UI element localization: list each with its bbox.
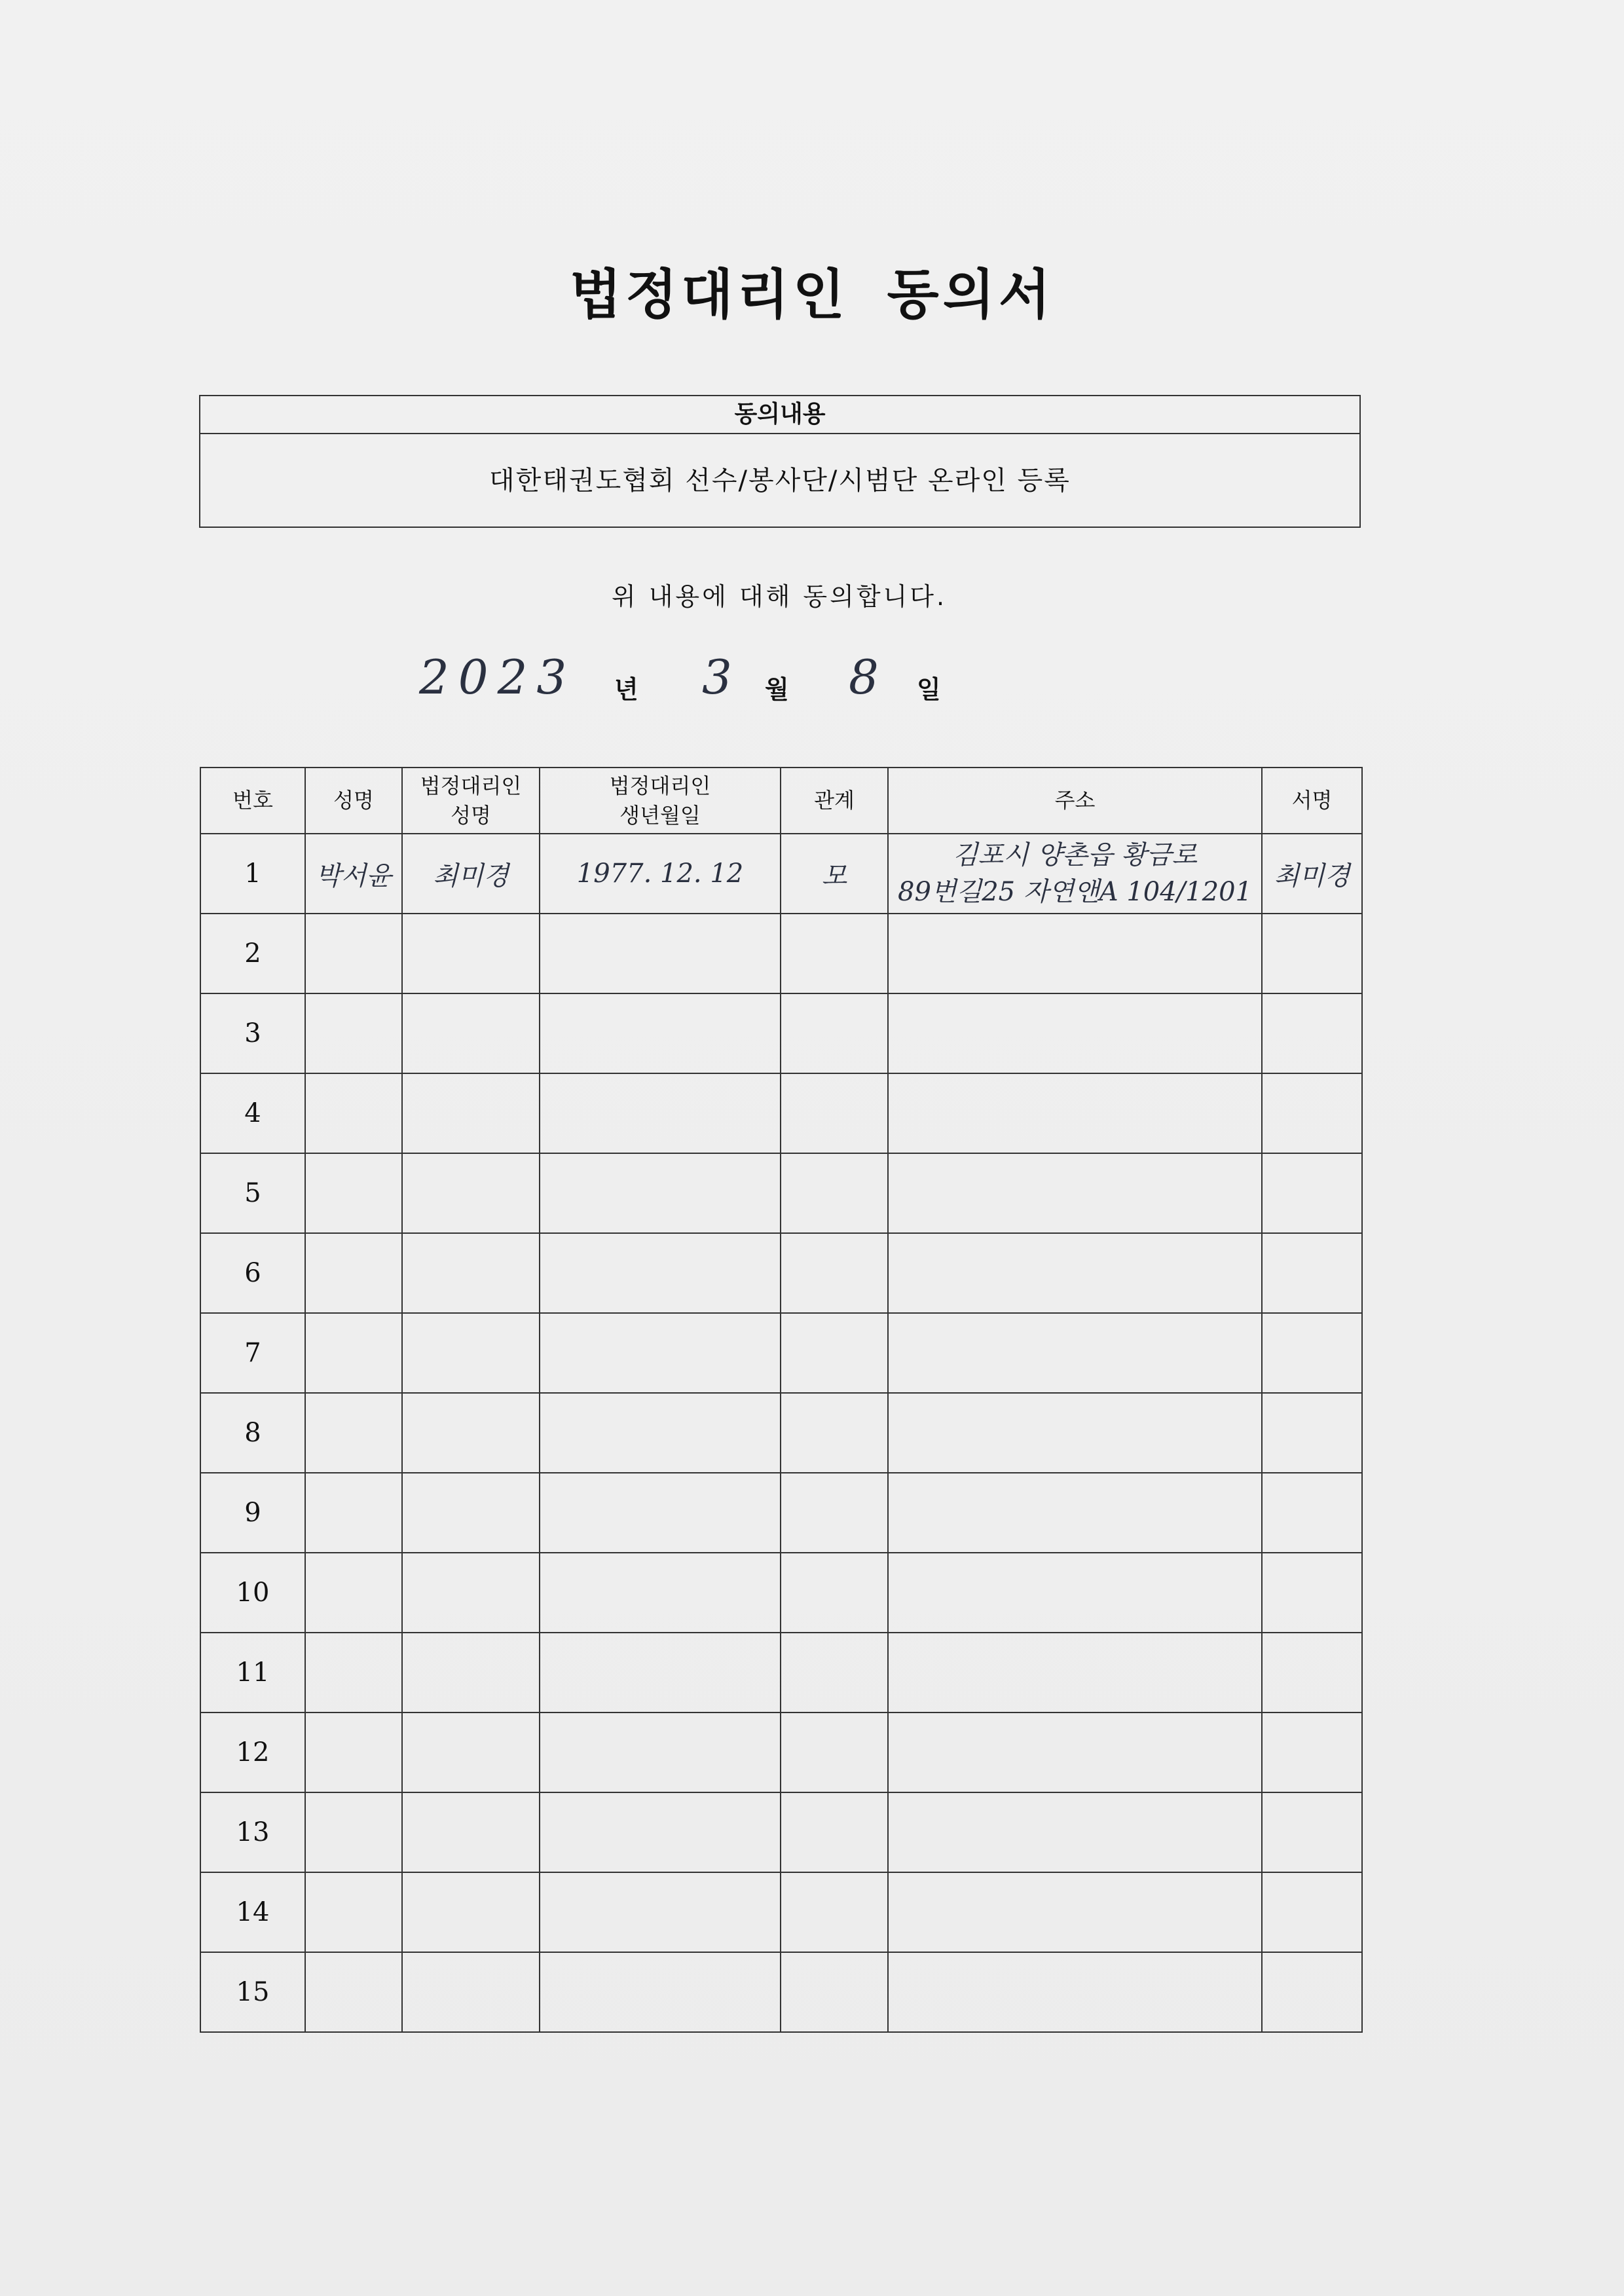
row-signature[interactable] <box>1262 993 1362 1073</box>
date-month-unit: 월 <box>765 675 789 704</box>
table-row <box>200 1153 1362 1233</box>
row-guardian-name[interactable] <box>402 1153 540 1233</box>
row-relation[interactable] <box>781 1393 888 1473</box>
row-address[interactable] <box>888 914 1262 993</box>
table-row <box>200 993 1362 1073</box>
row-guardian-name[interactable] <box>402 1473 540 1553</box>
row-address[interactable] <box>888 993 1262 1073</box>
row-guardian-name[interactable] <box>402 1233 540 1313</box>
row-signature[interactable] <box>1262 1393 1362 1473</box>
row-signature[interactable] <box>1262 914 1362 993</box>
row-relation[interactable] <box>781 914 888 993</box>
row-address[interactable] <box>888 1872 1262 1952</box>
row-address[interactable] <box>888 1952 1262 2032</box>
row-signature[interactable] <box>1262 1233 1362 1313</box>
table-row <box>200 1952 1362 2032</box>
table-row <box>200 1073 1362 1153</box>
row-guardian-birth[interactable] <box>540 1313 781 1393</box>
row-signature: 최미경 <box>1262 834 1362 914</box>
row-no: 10 <box>200 1553 305 1633</box>
header-guardian-birth-line2: 생년월일 <box>619 802 701 828</box>
row-name[interactable] <box>305 1952 402 2032</box>
table-row <box>200 1473 1362 1553</box>
row-guardian-name[interactable] <box>402 1073 540 1153</box>
date-year-unit: 년 <box>614 675 638 704</box>
row-no: 3 <box>200 993 305 1073</box>
row-name: 박서윤 <box>305 834 402 914</box>
row-relation[interactable] <box>781 1713 888 1792</box>
row-name[interactable] <box>305 1233 402 1313</box>
row-signature[interactable] <box>1262 1792 1362 1872</box>
date-year: 2023 <box>419 650 576 705</box>
header-address: 주소 <box>888 768 1262 834</box>
row-name[interactable] <box>305 1473 402 1553</box>
row-address[interactable] <box>888 1313 1262 1393</box>
row-no: 11 <box>200 1633 305 1713</box>
table-header-row <box>200 768 1362 834</box>
header-guardian-name-line1: 법정대리인 <box>420 773 522 798</box>
date-day: 8 <box>849 650 879 705</box>
table-row <box>200 1313 1362 1393</box>
row-no: 8 <box>200 1393 305 1473</box>
row-no: 4 <box>200 1073 305 1153</box>
table-row <box>200 1872 1362 1952</box>
row-name[interactable] <box>305 993 402 1073</box>
table-row <box>200 1233 1362 1313</box>
row-name[interactable] <box>305 1713 402 1792</box>
consent-box <box>199 395 1361 528</box>
row-no: 14 <box>200 1872 305 1952</box>
row-address[interactable] <box>888 1473 1262 1553</box>
row-guardian-name[interactable] <box>402 1952 540 2032</box>
header-guardian-name-line2: 성명 <box>451 802 491 828</box>
row-relation[interactable] <box>781 1952 888 2032</box>
row-signature[interactable] <box>1262 1313 1362 1393</box>
row-relation[interactable] <box>781 1073 888 1153</box>
row-address[interactable] <box>888 1073 1262 1153</box>
row-name[interactable] <box>305 1393 402 1473</box>
document-title: 법정대리인 동의서 <box>569 264 1055 326</box>
row-guardian-birth[interactable] <box>540 1393 781 1473</box>
table-row <box>200 1393 1362 1473</box>
date-day-unit: 일 <box>917 675 941 704</box>
row-signature[interactable] <box>1262 1633 1362 1713</box>
header-guardian-birth <box>540 768 781 834</box>
row-guardian-name[interactable] <box>402 993 540 1073</box>
date-month: 3 <box>702 650 732 705</box>
row-relation[interactable] <box>781 1153 888 1233</box>
row-signature[interactable] <box>1262 1073 1362 1153</box>
table-row <box>200 1553 1362 1633</box>
row-guardian-birth[interactable] <box>540 1952 781 2032</box>
registration-table <box>200 767 1363 2033</box>
row-address[interactable] <box>888 1713 1262 1792</box>
header-guardian-name <box>402 768 540 834</box>
row-name[interactable] <box>305 1153 402 1233</box>
row-signature[interactable] <box>1262 1872 1362 1952</box>
row-guardian-birth[interactable] <box>540 1633 781 1713</box>
row-no: 7 <box>200 1313 305 1393</box>
row-address[interactable] <box>888 1393 1262 1473</box>
row-no: 6 <box>200 1233 305 1313</box>
consent-header: 동의내용 <box>200 396 1359 434</box>
row-no: 5 <box>200 1153 305 1233</box>
row-no: 15 <box>200 1952 305 2032</box>
row-relation[interactable] <box>781 1633 888 1713</box>
table-row <box>200 914 1362 993</box>
row-signature[interactable] <box>1262 1952 1362 2032</box>
table-body <box>200 834 1362 2032</box>
header-signature: 서명 <box>1262 768 1362 834</box>
row-guardian-name[interactable] <box>402 1553 540 1633</box>
row-no: 13 <box>200 1792 305 1872</box>
row-name[interactable] <box>305 1313 402 1393</box>
date-line <box>0 650 1624 727</box>
row-guardian-birth[interactable] <box>540 1872 781 1952</box>
row-name[interactable] <box>305 1792 402 1872</box>
row-relation[interactable] <box>781 1233 888 1313</box>
row-guardian-birth[interactable] <box>540 1553 781 1633</box>
row-guardian-birth[interactable] <box>540 914 781 993</box>
row-address[interactable] <box>888 1553 1262 1633</box>
row-guardian-birth[interactable] <box>540 1153 781 1233</box>
row-guardian-name[interactable] <box>402 1633 540 1713</box>
row-relation[interactable] <box>781 993 888 1073</box>
row-guardian-name: 최미경 <box>402 834 540 914</box>
row-relation[interactable] <box>781 1792 888 1872</box>
row-address-line1: 김포시 양촌읍 황금로 <box>952 840 1198 870</box>
header-no: 번호 <box>200 768 305 834</box>
row-guardian-birth[interactable] <box>540 1713 781 1792</box>
row-no: 1 <box>200 834 305 914</box>
row-guardian-name[interactable] <box>402 1872 540 1952</box>
row-guardian-name[interactable] <box>402 1313 540 1393</box>
header-relation: 관계 <box>781 768 888 834</box>
row-address[interactable] <box>888 1792 1262 1872</box>
header-guardian-birth-line1: 법정대리인 <box>609 773 711 798</box>
row-signature[interactable] <box>1262 1153 1362 1233</box>
row-name[interactable] <box>305 1553 402 1633</box>
row-guardian-birth[interactable] <box>540 1792 781 1872</box>
row-guardian-birth: 1977. 12. 12 <box>540 834 781 914</box>
row-name[interactable] <box>305 914 402 993</box>
row-guardian-name[interactable] <box>402 1393 540 1473</box>
table-row <box>200 834 1362 914</box>
row-relation: 모 <box>781 834 888 914</box>
table-row <box>200 1792 1362 1872</box>
row-guardian-birth[interactable] <box>540 1473 781 1553</box>
header-name: 성명 <box>305 768 402 834</box>
row-address <box>888 834 1262 914</box>
row-relation[interactable] <box>781 1473 888 1553</box>
row-address[interactable] <box>888 1233 1262 1313</box>
row-signature[interactable] <box>1262 1713 1362 1792</box>
row-no: 9 <box>200 1473 305 1553</box>
row-guardian-birth[interactable] <box>540 1073 781 1153</box>
consent-content: 대한태권도협회 선수/봉사단/시범단 온라인 등록 <box>489 466 1071 496</box>
row-signature[interactable] <box>1262 1553 1362 1633</box>
row-address-line2: 89번길25 자연앤A 104/1201 <box>898 877 1252 907</box>
row-address[interactable] <box>888 1633 1262 1713</box>
row-no: 2 <box>200 914 305 993</box>
row-guardian-name[interactable] <box>402 1792 540 1872</box>
agreement-text: 위 내용에 대해 동의합니다. <box>611 582 948 611</box>
row-no: 12 <box>200 1713 305 1792</box>
row-guardian-name[interactable] <box>402 914 540 993</box>
row-relation[interactable] <box>781 1313 888 1393</box>
table-row <box>200 1713 1362 1792</box>
row-name[interactable] <box>305 1633 402 1713</box>
row-guardian-birth[interactable] <box>540 993 781 1073</box>
row-guardian-name[interactable] <box>402 1713 540 1792</box>
row-address[interactable] <box>888 1153 1262 1233</box>
table-row <box>200 1633 1362 1713</box>
row-relation[interactable] <box>781 1553 888 1633</box>
row-guardian-birth[interactable] <box>540 1233 781 1313</box>
row-name[interactable] <box>305 1872 402 1952</box>
row-name[interactable] <box>305 1073 402 1153</box>
row-relation[interactable] <box>781 1872 888 1952</box>
row-signature[interactable] <box>1262 1473 1362 1553</box>
